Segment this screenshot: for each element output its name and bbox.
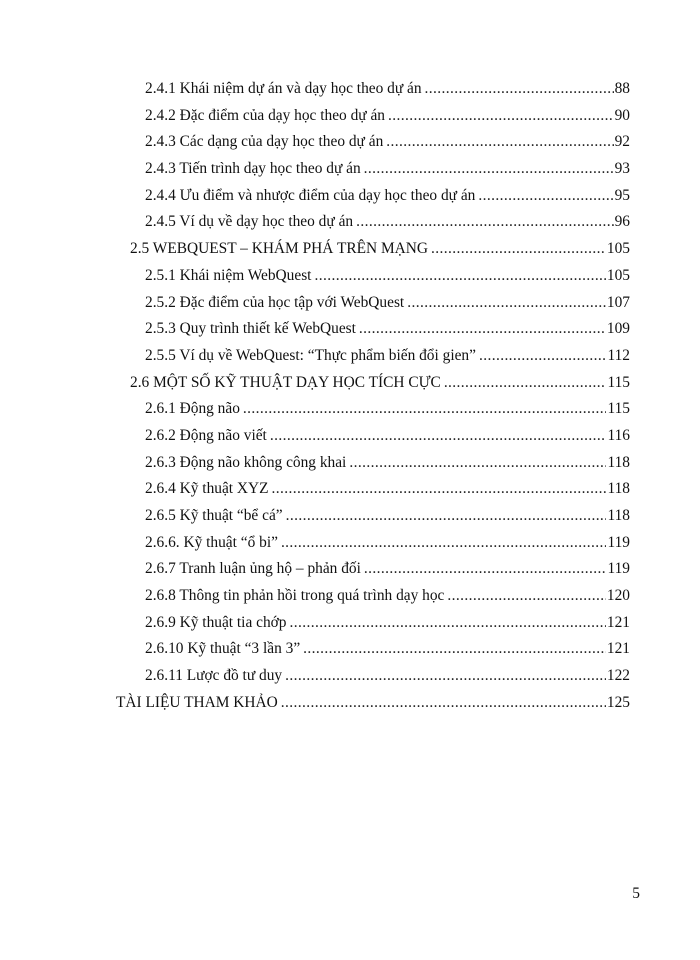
- toc-entry-title: 2.4.5 Ví dụ về dạy học theo dự án: [145, 213, 354, 231]
- toc-entry-title: 2.4.3 Các dạng của dạy học theo dự án: [145, 133, 384, 151]
- toc-entry[interactable]: [145, 610, 630, 637]
- toc-entry-title: 2.6.1 Động não: [145, 400, 240, 418]
- dot-leader: [447, 583, 606, 610]
- toc-entry[interactable]: [130, 236, 630, 263]
- toc-entry[interactable]: [116, 690, 630, 717]
- toc-entry-title: 2.6.10 Kỹ thuật “3 lần 3”: [145, 640, 301, 658]
- dot-leader: [431, 236, 606, 263]
- toc-entry-page: 95: [614, 186, 630, 204]
- toc-entry[interactable]: [145, 503, 630, 530]
- toc-entry[interactable]: [145, 530, 630, 557]
- toc-entry-page: 105: [606, 240, 630, 258]
- toc-entry-title: 2.5 WEBQUEST – KHÁM PHÁ TRÊN MẠNG: [130, 240, 428, 258]
- toc-entry-title: 2.6.9 Kỹ thuật tia chớp: [145, 613, 287, 631]
- toc-entry-title: 2.6.2 Động não viết: [145, 426, 267, 444]
- toc-entry[interactable]: [145, 76, 630, 103]
- dot-leader: [364, 556, 607, 583]
- toc-entry-title: 2.6.7 Tranh luận ủng hộ – phản đối: [145, 560, 361, 578]
- dot-leader: [281, 530, 607, 557]
- dot-leader: [444, 370, 607, 397]
- toc-entry[interactable]: [145, 583, 630, 610]
- toc-entry[interactable]: [145, 183, 630, 210]
- dot-leader: [349, 450, 606, 477]
- toc-entry-page: 119: [607, 560, 630, 578]
- toc-entry-page: 122: [606, 667, 630, 685]
- dot-leader: [243, 396, 607, 423]
- toc-entry-page: 107: [606, 293, 630, 311]
- toc-entry-page: 92: [614, 133, 630, 151]
- toc-entry[interactable]: [145, 263, 630, 290]
- toc-entry-title: 2.5.3 Quy trình thiết kế WebQuest: [145, 320, 356, 338]
- dot-leader: [356, 209, 614, 236]
- toc-entry-page: 115: [607, 373, 630, 391]
- dot-leader: [479, 343, 607, 370]
- dot-leader: [270, 423, 607, 450]
- toc-entry-page: 121: [606, 613, 630, 631]
- dot-leader: [286, 503, 607, 530]
- toc-entry[interactable]: [145, 476, 630, 503]
- toc-entry-title: 2.6.5 Kỹ thuật “bể cá”: [145, 507, 283, 524]
- toc-entry[interactable]: [130, 370, 630, 397]
- toc-entry-title: 2.5.1 Khái niệm WebQuest: [145, 266, 312, 284]
- toc-entry[interactable]: [145, 450, 630, 477]
- toc-entry[interactable]: [145, 556, 630, 583]
- toc-entry-title: 2.6.3 Động não không công khai: [145, 453, 347, 471]
- toc-entry[interactable]: [145, 290, 630, 317]
- toc-entry[interactable]: [145, 663, 630, 690]
- toc-entry-title: 2.6 MỘT SỐ KỸ THUẬT DẠY HỌC TÍCH CỰC: [130, 373, 441, 391]
- toc-entry-title: 2.4.1 Khái niệm dự án và dạy học theo dự án: [145, 80, 422, 97]
- dot-leader: [407, 290, 606, 317]
- dot-leader: [359, 316, 606, 343]
- toc-entry[interactable]: [145, 209, 630, 236]
- dot-leader: [290, 610, 606, 637]
- page-number: 5: [632, 885, 640, 902]
- toc-entry-page: 116: [607, 426, 630, 444]
- toc-entry-page: 121: [606, 640, 630, 658]
- toc-entry-title: 2.5.2 Đặc điểm của học tập với WebQuest: [145, 293, 405, 311]
- toc-entry-page: 118: [607, 480, 630, 498]
- toc-entry-page: 96: [614, 213, 630, 231]
- toc-entry-page: 118: [607, 507, 630, 524]
- dot-leader: [272, 476, 607, 503]
- toc-entry-title: 2.4.2 Đặc điểm của dạy học theo dự án: [145, 106, 385, 124]
- dot-leader: [303, 636, 606, 663]
- toc-entry[interactable]: [145, 396, 630, 423]
- toc-entry-title: 2.4.4 Ưu điểm và nhược điểm của dạy học theo dự án: [145, 186, 476, 204]
- toc-entry-title: 2.5.5 Ví dụ về WebQuest: “Thực phẩm biến đổi gien”: [145, 346, 476, 364]
- toc-entry[interactable]: [145, 156, 630, 183]
- dot-leader: [281, 690, 606, 717]
- toc-entry-title: 2.6.8 Thông tin phản hồi trong quá trình dạy học: [145, 587, 445, 605]
- toc-entry-page: 112: [607, 346, 630, 364]
- toc-entry-page: 109: [606, 320, 630, 338]
- toc-entry[interactable]: [145, 103, 630, 130]
- toc-entry-page: 90: [614, 106, 630, 124]
- toc-entry-page: 88: [614, 80, 630, 97]
- dot-leader: [364, 156, 614, 183]
- toc-entry-page: 119: [607, 533, 630, 551]
- toc-entry[interactable]: [145, 423, 630, 450]
- table-of-contents: [0, 76, 700, 717]
- toc-entry[interactable]: [145, 636, 630, 663]
- dot-leader: [285, 663, 606, 690]
- toc-entry[interactable]: [145, 343, 630, 370]
- toc-entry-page: 115: [607, 400, 630, 418]
- toc-entry-page: 118: [607, 453, 630, 471]
- toc-entry[interactable]: [145, 129, 630, 156]
- toc-entry-page: 125: [606, 693, 630, 711]
- dot-leader: [478, 183, 613, 210]
- toc-entry-page: 120: [606, 587, 630, 605]
- dot-leader: [314, 263, 605, 290]
- toc-entry-title: 2.6.6. Kỹ thuật “ổ bi”: [145, 533, 278, 551]
- toc-entry-title: 2.6.4 Kỹ thuật XYZ: [145, 480, 269, 498]
- toc-entry-title: 2.4.3 Tiến trình dạy học theo dự án: [145, 160, 361, 178]
- dot-leader: [425, 76, 614, 103]
- dot-leader: [386, 129, 613, 156]
- toc-entry-page: 93: [614, 160, 630, 178]
- toc-entry-title: 2.6.11 Lược đồ tư duy: [145, 667, 283, 685]
- toc-entry-page: 105: [606, 266, 630, 284]
- toc-entry[interactable]: [145, 316, 630, 343]
- dot-leader: [388, 103, 614, 130]
- toc-entry-title: TÀI LIỆU THAM KHẢO: [116, 693, 278, 711]
